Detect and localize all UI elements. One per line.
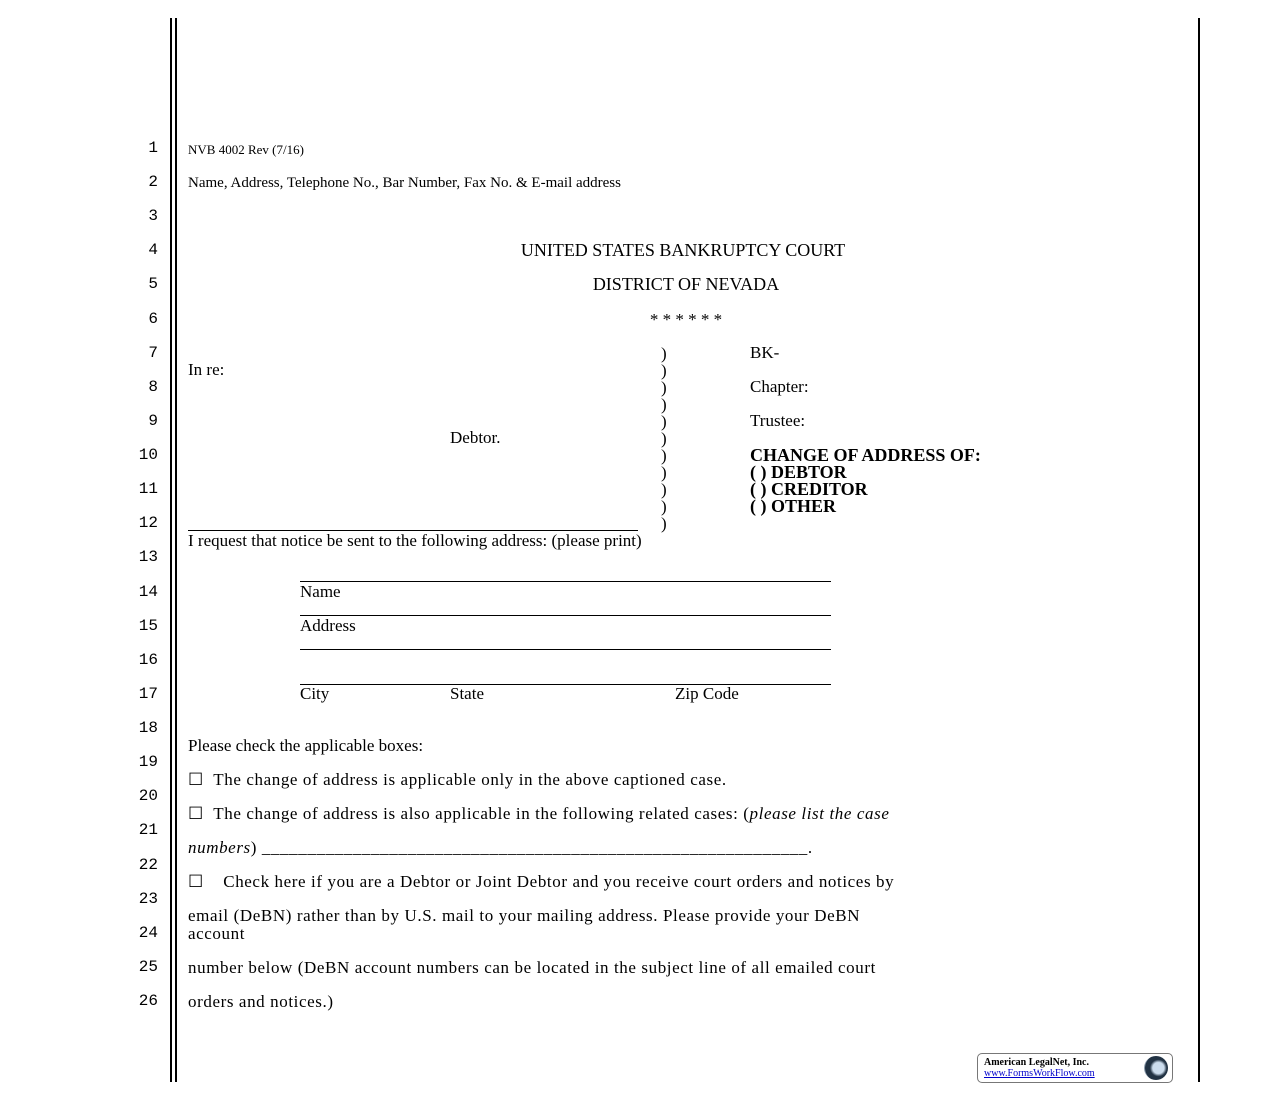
margin-rule-right <box>1198 18 1200 1082</box>
line-number: 10 <box>138 446 158 465</box>
case-numbers-blank: ) ____________________________________________________________. <box>250 838 813 857</box>
zip-label: Zip Code <box>675 684 739 703</box>
line-number: 13 <box>138 548 158 567</box>
option-related-cases[interactable] <box>188 804 889 824</box>
request-statement: I request that notice be sent to the following address: (please print) <box>188 531 642 550</box>
line-number: 24 <box>138 923 158 942</box>
caption-paren: ) <box>661 412 667 431</box>
city-label: City <box>300 684 330 703</box>
caption-paren: ) <box>661 463 667 482</box>
line-number: 5 <box>148 275 158 294</box>
debn-text-line3: number below (DeBN account numbers can be located in the subject line of all emailed court <box>188 958 876 977</box>
district-name: DISTRICT OF NEVADA <box>592 274 780 294</box>
line-number: 18 <box>138 719 158 738</box>
option-debn[interactable] <box>188 872 894 892</box>
checkbox-icon[interactable]: ☐ <box>188 872 204 891</box>
caption-paren: ) <box>661 361 667 380</box>
line-number: 17 <box>138 684 158 703</box>
line-number: 23 <box>138 889 158 908</box>
margin-rule-left-outer <box>170 18 172 1082</box>
footer-logo <box>977 1053 1173 1083</box>
line-number: 2 <box>148 173 158 192</box>
address-label: Address <box>300 616 356 635</box>
line-number: 11 <box>138 480 158 499</box>
debn-text-account: account <box>188 924 246 943</box>
caption-paren: ) <box>661 395 667 414</box>
line-number: 15 <box>138 616 158 635</box>
option-related-label: The change of address is also applicable in the following related cases: ( <box>213 804 750 823</box>
line-number: 7 <box>148 343 158 362</box>
line-number: 21 <box>138 821 158 840</box>
option-creditor[interactable]: ( ) CREDITOR <box>750 479 868 499</box>
debtor-label: Debtor. <box>450 428 501 447</box>
caption-paren: ) <box>661 429 667 448</box>
related-case-numbers[interactable] <box>188 838 813 858</box>
footer-company: American LegalNet, Inc. <box>984 1057 1089 1068</box>
chapter-label: Chapter: <box>750 377 809 396</box>
option-this-case-label: The change of address is applicable only in the above captioned case. <box>213 770 727 789</box>
line-number: 25 <box>138 957 158 976</box>
trustee-label: Trustee: <box>750 411 806 430</box>
line-number: 16 <box>138 650 158 669</box>
line-number: 3 <box>148 207 158 226</box>
check-instructions: Please check the applicable boxes: <box>188 736 424 755</box>
checkbox-icon[interactable]: ☐ <box>188 804 204 823</box>
caption-paren: ) <box>661 378 667 397</box>
debn-text-line2: email (DeBN) rather than by U.S. mail to your mailing address. Please provide your DeBN <box>188 906 861 925</box>
bk-case-number-label: BK- <box>750 343 780 362</box>
name-label: Name <box>300 582 341 601</box>
line-number: 4 <box>148 241 158 260</box>
line-number: 1 <box>148 139 158 157</box>
line-number: 19 <box>138 753 158 772</box>
line-number: 8 <box>148 377 158 396</box>
form-id: NVB 4002 Rev (7/16) <box>188 142 304 157</box>
in-re-label: In re: <box>188 360 225 379</box>
caption-paren: ) <box>661 446 667 465</box>
city-state-zip-line[interactable] <box>300 684 831 685</box>
state-label: State <box>450 684 484 703</box>
debn-text-line4: orders and notices.) <box>188 992 334 1011</box>
footer-url[interactable]: www.FormsWorkFlow.com <box>984 1068 1095 1079</box>
court-name: UNITED STATES BANKRUPTCY COURT <box>520 240 846 260</box>
option-debn-label: Check here if you are a Debtor or Joint Debtor and you receive court orders and notices by <box>223 872 895 891</box>
option-this-case[interactable] <box>188 770 727 790</box>
margin-rule-left-inner <box>175 18 177 1082</box>
address-line[interactable] <box>300 615 831 616</box>
line-number: 14 <box>138 582 158 601</box>
line-number: 26 <box>138 992 158 1010</box>
caption-paren: ) <box>661 497 667 516</box>
address-line-2[interactable] <box>300 649 831 650</box>
caption-paren: ) <box>661 514 667 533</box>
name-line[interactable] <box>300 581 831 582</box>
option-related-italic: please list the case <box>749 804 890 823</box>
line-number: 20 <box>138 787 158 806</box>
caption-paren: ) <box>661 480 667 499</box>
caption-paren: ) <box>661 344 667 363</box>
line-number: 22 <box>138 855 158 874</box>
line-number: 9 <box>148 411 158 430</box>
globe-icon <box>1144 1056 1168 1080</box>
attorney-info-label: Name, Address, Telephone No., Bar Number, Fax No. & E-mail address <box>188 175 621 191</box>
change-of-address-title: CHANGE OF ADDRESS OF: <box>750 445 981 465</box>
option-debtor[interactable]: ( ) DEBTOR <box>750 462 847 482</box>
line-number: 6 <box>148 309 158 328</box>
option-other[interactable]: ( ) OTHER <box>750 496 837 516</box>
checkbox-icon[interactable]: ☐ <box>188 770 204 789</box>
separator-stars: * * * * * * <box>649 310 723 329</box>
line-number: 12 <box>138 514 158 533</box>
numbers-label: numbers <box>188 838 251 857</box>
